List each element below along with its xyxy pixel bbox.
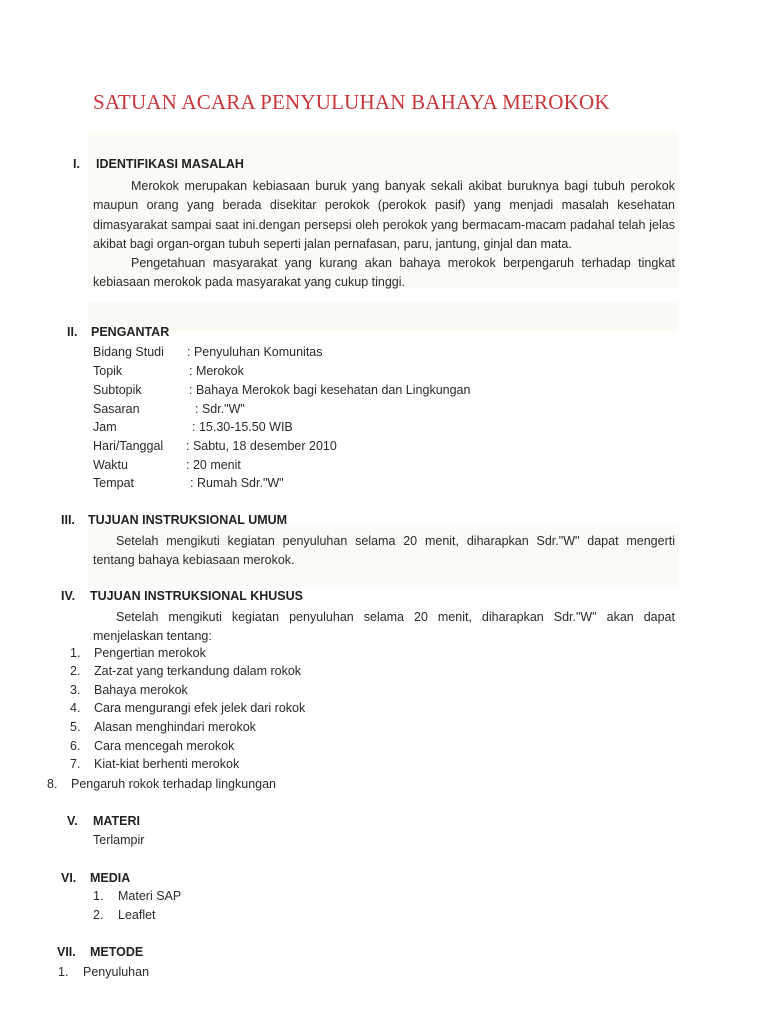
info-label: Waktu [93, 458, 128, 472]
section-heading: TUJUAN INSTRUKSIONAL UMUM [88, 513, 288, 527]
section-heading: PENGANTAR [91, 325, 170, 339]
list-item: Alasan menghindari merokok [94, 720, 256, 734]
section-heading: MEDIA [90, 871, 131, 885]
info-value: : 20 menit [186, 458, 241, 472]
section-heading: MATERI [93, 814, 140, 828]
info-value: : 15.30-15.50 WIB [192, 420, 293, 434]
section-body: Terlampir [93, 833, 145, 847]
info-label: Sasaran [93, 402, 140, 416]
list-item: Materi SAP [118, 889, 182, 903]
list-number: 1. [70, 646, 81, 660]
list-item: Pengaruh rokok terhadap lingkungan [71, 777, 277, 791]
section-number: III. [61, 513, 75, 527]
section-number: I. [73, 157, 80, 171]
section-number: V. [67, 814, 78, 828]
info-value: : Penyuluhan Komunitas [187, 345, 323, 359]
list-number: 2. [70, 664, 81, 678]
section-number: VII. [57, 945, 76, 959]
list-item: Cara mengurangi efek jelek dari rokok [94, 701, 306, 715]
list-item: Kiat-kiat berhenti merokok [94, 757, 240, 771]
section-number: VI. [61, 871, 77, 885]
list-number: 4. [70, 701, 81, 715]
info-label: Bidang Studi [93, 345, 164, 359]
list-number: 5. [70, 720, 81, 734]
info-label: Subtopik [93, 383, 142, 397]
list-item: Penyuluhan [83, 965, 150, 979]
list-number: 8. [47, 777, 58, 791]
paragraph: Setelah mengikuti kegiatan penyuluhan selama 20 menit, diharapkan Sdr."W" akan dapat menjelaskan tentang: [93, 610, 675, 644]
section-body [93, 177, 675, 293]
info-label: Jam [93, 420, 117, 434]
list-item: Cara mencegah merokok [94, 739, 235, 753]
paragraph: Pengetahuan masyarakat yang kurang akan bahaya merokok berpengaruh terhadap tingkat kebiasaan merokok pada masyarakat yang cukup tinggi. [93, 256, 675, 290]
info-label: Tempat [93, 476, 134, 490]
highlight-band [88, 302, 678, 332]
list-number: 1. [58, 965, 69, 979]
list-number: 6. [70, 739, 81, 753]
page-title: SATUAN ACARA PENYULUHAN BAHAYA MEROKOK [93, 90, 610, 114]
section-body [93, 532, 675, 571]
section-heading: METODE [90, 945, 144, 959]
section-heading: TUJUAN INSTRUKSIONAL KHUSUS [90, 589, 303, 603]
section-body [93, 608, 675, 647]
section-number: II. [67, 325, 78, 339]
list-number: 3. [70, 683, 81, 697]
info-value: : Merokok [189, 364, 244, 378]
info-label: Hari/Tanggal [93, 439, 164, 453]
list-number: 7. [70, 757, 81, 771]
section-heading: IDENTIFIKASI MASALAH [96, 157, 244, 171]
list-item: Leaflet [118, 908, 156, 922]
section-number: IV. [61, 589, 76, 603]
list-number: 2. [93, 908, 104, 922]
paragraph: Merokok merupakan kebiasaan buruk yang banyak sekali akibat buruknya bagi tubuh perokok maupun orang yang berada disekitar perokok (perokok pasif) yang menjadi masalah kesehatan dimasyarakat sampai saat ini.dengan persepsi oleh perokok yang bermacam-macam padahal telah jelas akibat bagi organ-organ tubuh seperti jalan pernafasan, paru, jantung, ginjal dan mata. [93, 179, 675, 251]
list-number: 1. [93, 889, 104, 903]
paragraph: Setelah mengikuti kegiatan penyuluhan selama 20 menit, diharapkan Sdr."W" dapat mengerti tentang bahaya kebiasaan merokok. [93, 534, 675, 568]
info-value: : Sdr."W" [195, 402, 245, 416]
info-label: Topik [93, 364, 123, 378]
info-value: : Rumah Sdr."W" [190, 476, 284, 490]
list-item: Bahaya merokok [94, 683, 188, 697]
list-item: Zat-zat yang terkandung dalam rokok [94, 664, 302, 678]
list-item: Pengertian merokok [94, 646, 206, 660]
info-value: : Sabtu, 18 desember 2010 [186, 439, 337, 453]
info-value: : Bahaya Merokok bagi kesehatan dan Lingkungan [189, 383, 471, 397]
